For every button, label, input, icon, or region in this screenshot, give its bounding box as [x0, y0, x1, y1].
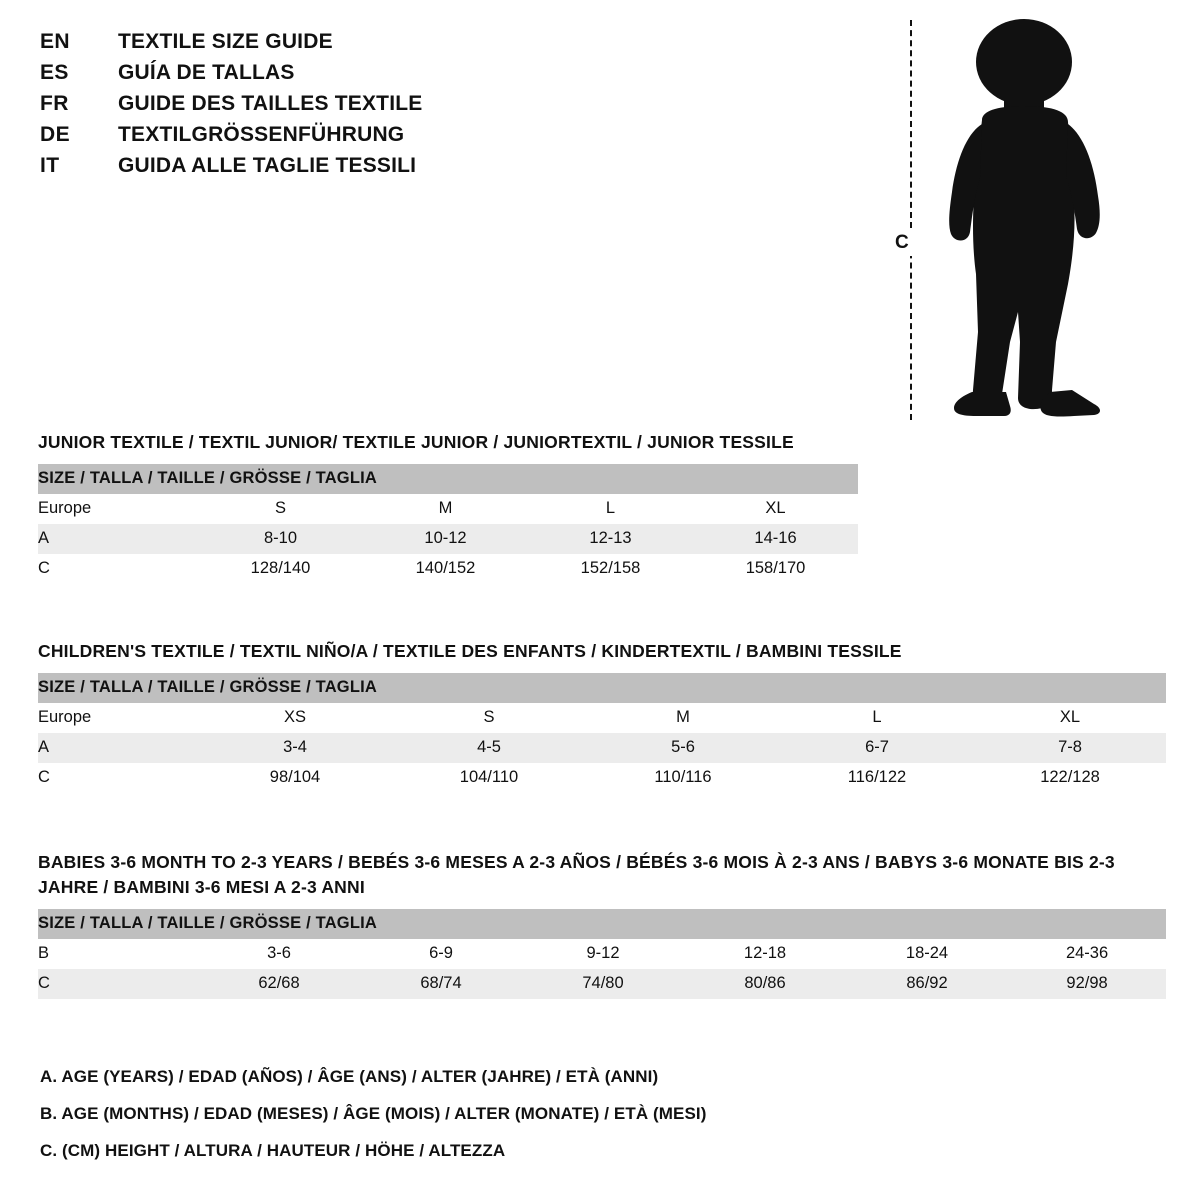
cell-value: 158/170 — [693, 554, 858, 584]
cell-value: 62/68 — [198, 969, 360, 999]
table-header-label: SIZE / TALLA / TAILLE / GRÖSSE / TAGLIA — [38, 464, 858, 494]
section-children-textile — [38, 639, 1166, 793]
height-measure-figure — [892, 12, 1152, 422]
language-code: IT — [40, 154, 60, 177]
language-row — [40, 154, 600, 185]
row-label: C — [38, 554, 198, 584]
cell-value: L — [780, 703, 974, 733]
child-silhouette-icon — [922, 12, 1122, 422]
cell-value: XL — [974, 703, 1166, 733]
cell-value: XL — [693, 494, 858, 524]
table-row — [38, 969, 1166, 999]
language-code: ES — [40, 61, 69, 84]
cell-value: 3-4 — [198, 733, 392, 763]
cell-value: 7-8 — [974, 733, 1166, 763]
cell-value: 4-5 — [392, 733, 586, 763]
row-label: A — [38, 733, 198, 763]
table-row — [38, 703, 1166, 733]
cell-value: 10-12 — [363, 524, 528, 554]
table-row — [38, 554, 858, 584]
cell-value: 140/152 — [363, 554, 528, 584]
cell-value: 68/74 — [360, 969, 522, 999]
cell-value: 74/80 — [522, 969, 684, 999]
language-title: GUIDA ALLE TAGLIE TESSILI — [118, 154, 417, 177]
row-label: Europe — [38, 494, 198, 524]
language-code: EN — [40, 30, 70, 53]
table-row — [38, 494, 858, 524]
height-measure-label: C — [892, 230, 912, 256]
size-table-children — [38, 673, 1166, 793]
cell-value: 110/116 — [586, 763, 780, 793]
cell-value: M — [363, 494, 528, 524]
size-table-junior — [38, 464, 858, 584]
cell-value: 6-9 — [360, 939, 522, 969]
table-header-label: SIZE / TALLA / TAILLE / GRÖSSE / TAGLIA — [38, 909, 1166, 939]
section-title: JUNIOR TEXTILE / TEXTIL JUNIOR/ TEXTILE JUNIOR / JUNIORTEXTIL / JUNIOR TESSILE — [38, 432, 794, 452]
table-header-row — [38, 909, 1166, 939]
language-title: TEXTILGRÖSSENFÜHRUNG — [118, 123, 405, 146]
legend-block — [40, 1068, 1140, 1179]
cell-value: 116/122 — [780, 763, 974, 793]
cell-value: 92/98 — [1008, 969, 1166, 999]
cell-value: 6-7 — [780, 733, 974, 763]
language-code: DE — [40, 123, 70, 146]
cell-value: 122/128 — [974, 763, 1166, 793]
table-header-row — [38, 464, 858, 494]
legend-line-b: B. AGE (MONTHS) / EDAD (MESES) / ÂGE (MOIS) / ALTER (MONATE) / ETÀ (MESI) — [40, 1104, 707, 1123]
language-code: FR — [40, 92, 69, 115]
table-row — [38, 733, 1166, 763]
cell-value: 14-16 — [693, 524, 858, 554]
cell-value: 18-24 — [846, 939, 1008, 969]
cell-value: 152/158 — [528, 554, 693, 584]
table-row — [38, 763, 1166, 793]
section-babies-textile — [38, 850, 1166, 999]
table-row — [38, 524, 858, 554]
cell-value: XS — [198, 703, 392, 733]
cell-value: 128/140 — [198, 554, 363, 584]
language-title-list — [40, 30, 600, 185]
language-title: GUÍA DE TALLAS — [118, 61, 295, 84]
legend-line-a: A. AGE (YEARS) / EDAD (AÑOS) / ÂGE (ANS) / ALTER (JAHRE) / ETÀ (ANNI) — [40, 1067, 659, 1086]
cell-value: 80/86 — [684, 969, 846, 999]
cell-value: 98/104 — [198, 763, 392, 793]
legend-line-c: C. (CM) HEIGHT / ALTURA / HAUTEUR / HÖHE / ALTEZZA — [40, 1141, 506, 1160]
row-label: A — [38, 524, 198, 554]
table-row — [38, 939, 1166, 969]
cell-value: 5-6 — [586, 733, 780, 763]
cell-value: 12-13 — [528, 524, 693, 554]
cell-value: L — [528, 494, 693, 524]
cell-value: 3-6 — [198, 939, 360, 969]
section-junior-textile — [38, 430, 1166, 584]
row-label: B — [38, 939, 198, 969]
cell-value: 104/110 — [392, 763, 586, 793]
section-title: CHILDREN'S TEXTILE / TEXTIL NIÑO/A / TEXTILE DES ENFANTS / KINDERTEXTIL / BAMBINI TESSILE — [38, 641, 902, 661]
cell-value: S — [392, 703, 586, 733]
table-header-row — [38, 673, 1166, 703]
language-title: TEXTILE SIZE GUIDE — [118, 30, 333, 53]
table-header-label: SIZE / TALLA / TAILLE / GRÖSSE / TAGLIA — [38, 673, 1166, 703]
cell-value: 8-10 — [198, 524, 363, 554]
cell-value: S — [198, 494, 363, 524]
cell-value: 12-18 — [684, 939, 846, 969]
height-dashed-line — [910, 20, 912, 420]
cell-value: M — [586, 703, 780, 733]
size-table-babies — [38, 909, 1166, 999]
cell-value: 9-12 — [522, 939, 684, 969]
cell-value: 86/92 — [846, 969, 1008, 999]
language-row — [40, 92, 600, 123]
cell-value: 24-36 — [1008, 939, 1166, 969]
language-title: GUIDE DES TAILLES TEXTILE — [118, 92, 423, 115]
row-label: Europe — [38, 703, 198, 733]
language-row — [40, 123, 600, 154]
language-row — [40, 30, 600, 61]
row-label: C — [38, 969, 198, 999]
language-row — [40, 61, 600, 92]
section-title: BABIES 3-6 MONTH TO 2-3 YEARS / BEBÉS 3-6 MESES A 2-3 AÑOS / BÉBÉS 3-6 MOIS À 2-3 ANS / BABYS 3-6 MONATE BIS 2-3 JAHRE / BAMBINI 3-6 MESI A 2-3 ANNI — [38, 852, 1115, 897]
row-label: C — [38, 763, 198, 793]
